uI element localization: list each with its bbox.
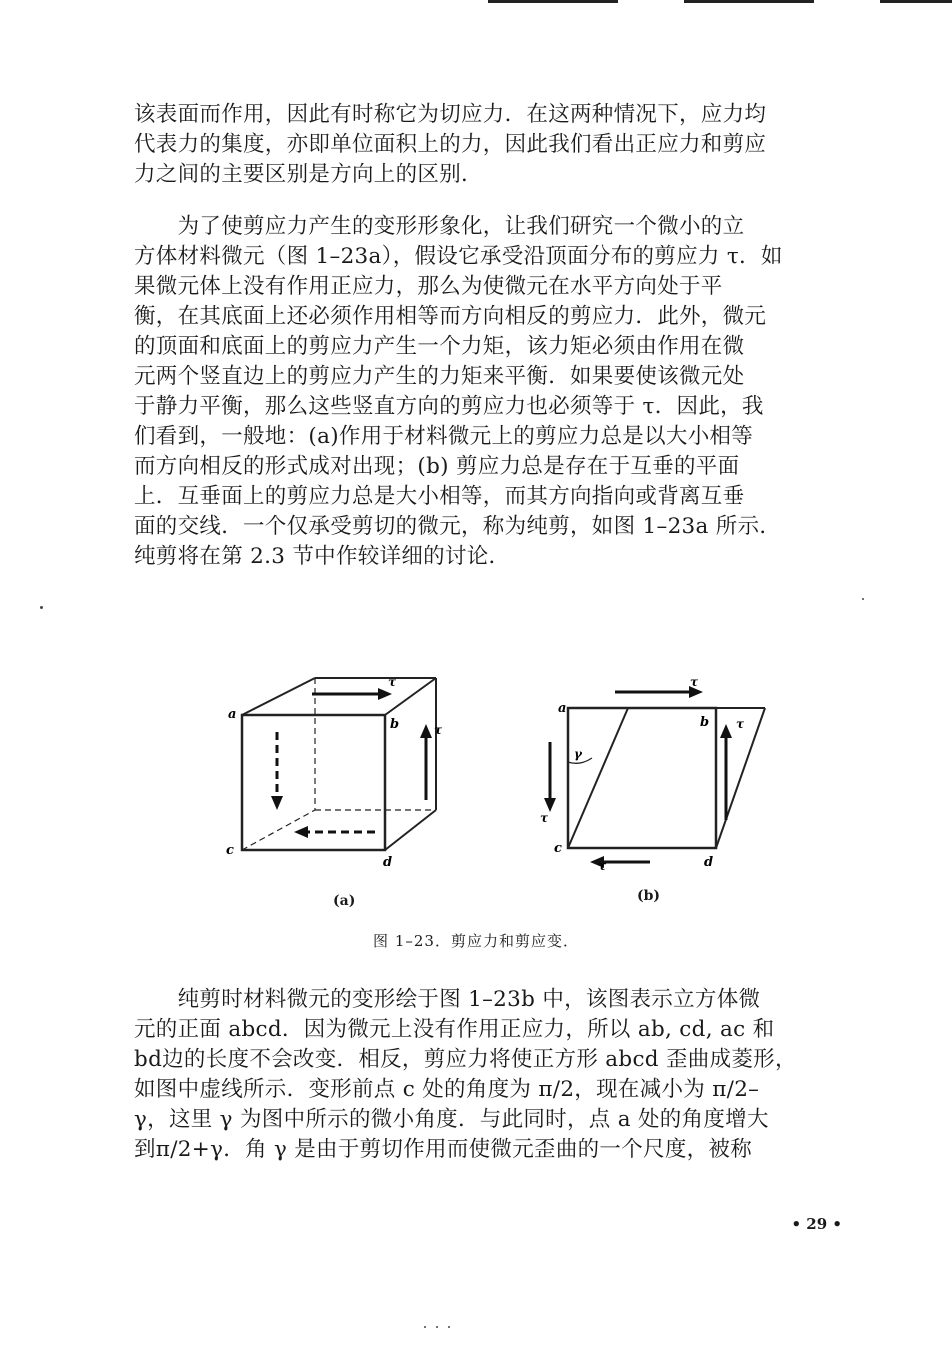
text-line: 于静力平衡，那么这些竖直方向的剪应力也必须等于 τ．因此，我 [134,394,764,419]
text-line: 衡，在其底面上还必须作用相等而方向相反的剪应力．此外，微元 [134,304,767,329]
top-rule-3 [880,0,952,3]
text-line: 纯剪时材料微元的变形绘于图 1–23b 中，该图表示立方体微 [134,987,761,1012]
point-a-label: a [558,701,567,716]
subfigure-a-label: (a) [333,893,356,909]
scan-speck [436,1326,438,1328]
text-line: 该表面而作用，因此有时称它为切应力．在这两种情况下，应力均 [134,102,767,127]
text-line: 上．互垂面上的剪应力总是大小相等，而其方向指向或背离互垂 [134,484,745,509]
point-c-label: c [554,841,562,856]
text-line: 代表力的集度，亦即单位面积上的力，因此我们看出正应力和剪应 [134,132,767,157]
text-line: 方体材料微元（图 1–23a），假设它承受沿顶面分布的剪应力 τ．如 [134,244,783,269]
text-line: bd边的长度不会改变．相反，剪应力将使正方形 abcd 歪曲成菱形， [134,1047,797,1072]
point-b-label: b [390,717,400,732]
text-line: 为了使剪应力产生的变形形象化，让我们研究一个微小的立 [134,214,745,239]
scan-speck [424,1326,426,1328]
paragraph-2 [134,212,846,572]
tau-label: τ [388,675,397,689]
text-line: 元的正面 abcd．因为微元上没有作用正应力，所以 ab, cd, ac 和 [134,1017,775,1042]
paragraph-1 [134,100,846,190]
tau-label: τ [736,717,745,731]
scan-speck [40,606,43,609]
top-rule-2 [684,0,814,3]
text-line: 如图中虚线所示．变形前点 c 处的角度为 π/2，现在减小为 π/2– [134,1077,760,1102]
scan-speck [862,598,864,600]
page-number: • 29 • [791,1215,842,1233]
figure-b-rhombus [540,670,780,870]
text-line: 们看到，一般地：(a)作用于材料微元上的剪应力总是以大小相等 [134,424,754,449]
point-c-label: c [226,843,234,858]
text-line: 到π/2+γ．角 γ 是由于剪切作用而使微元歪曲的一个尺度，被称 [134,1137,753,1162]
point-d-label: d [383,855,393,870]
point-a-label: a [228,707,237,722]
text-line: 而方向相反的形式成对出现；(b) 剪应力总是存在于互垂的平面 [134,454,740,479]
text-line: 的顶面和底面上的剪应力产生一个力矩，该力矩必须由作用在微 [134,334,745,359]
text-line: 力之间的主要区别是方向上的区别． [134,162,483,187]
text-line: 果微元体上没有作用正应力，那么为使微元在水平方向处于平 [134,274,723,299]
figure-caption: 图 1–23．剪应力和剪应变． [373,932,579,950]
tau-label: τ [690,675,699,689]
tau-label: τ [598,859,607,870]
tau-label: τ [434,723,443,737]
figure-a-cube [220,670,470,870]
point-d-label: d [704,855,714,870]
point-b-label: b [700,715,710,730]
tau-label: τ [540,811,549,825]
text-line: 纯剪将在第 2.3 节中作较详细的讨论． [134,544,511,569]
scan-speck [448,1326,450,1328]
subfigure-b-label: (b) [637,888,661,904]
paragraph-3 [134,985,846,1165]
text-line: 面的交线．一个仅承受剪切的微元，称为纯剪，如图 1–23a 所示． [134,514,782,539]
gamma-label: γ [574,747,582,761]
text-line: γ，这里 γ 为图中所示的微小角度．与此同时，点 a 处的角度增大 [134,1107,769,1132]
text-line: 元两个竖直边上的剪应力产生的力矩来平衡．如果要使该微元处 [134,364,745,389]
top-rule-1 [488,0,618,3]
